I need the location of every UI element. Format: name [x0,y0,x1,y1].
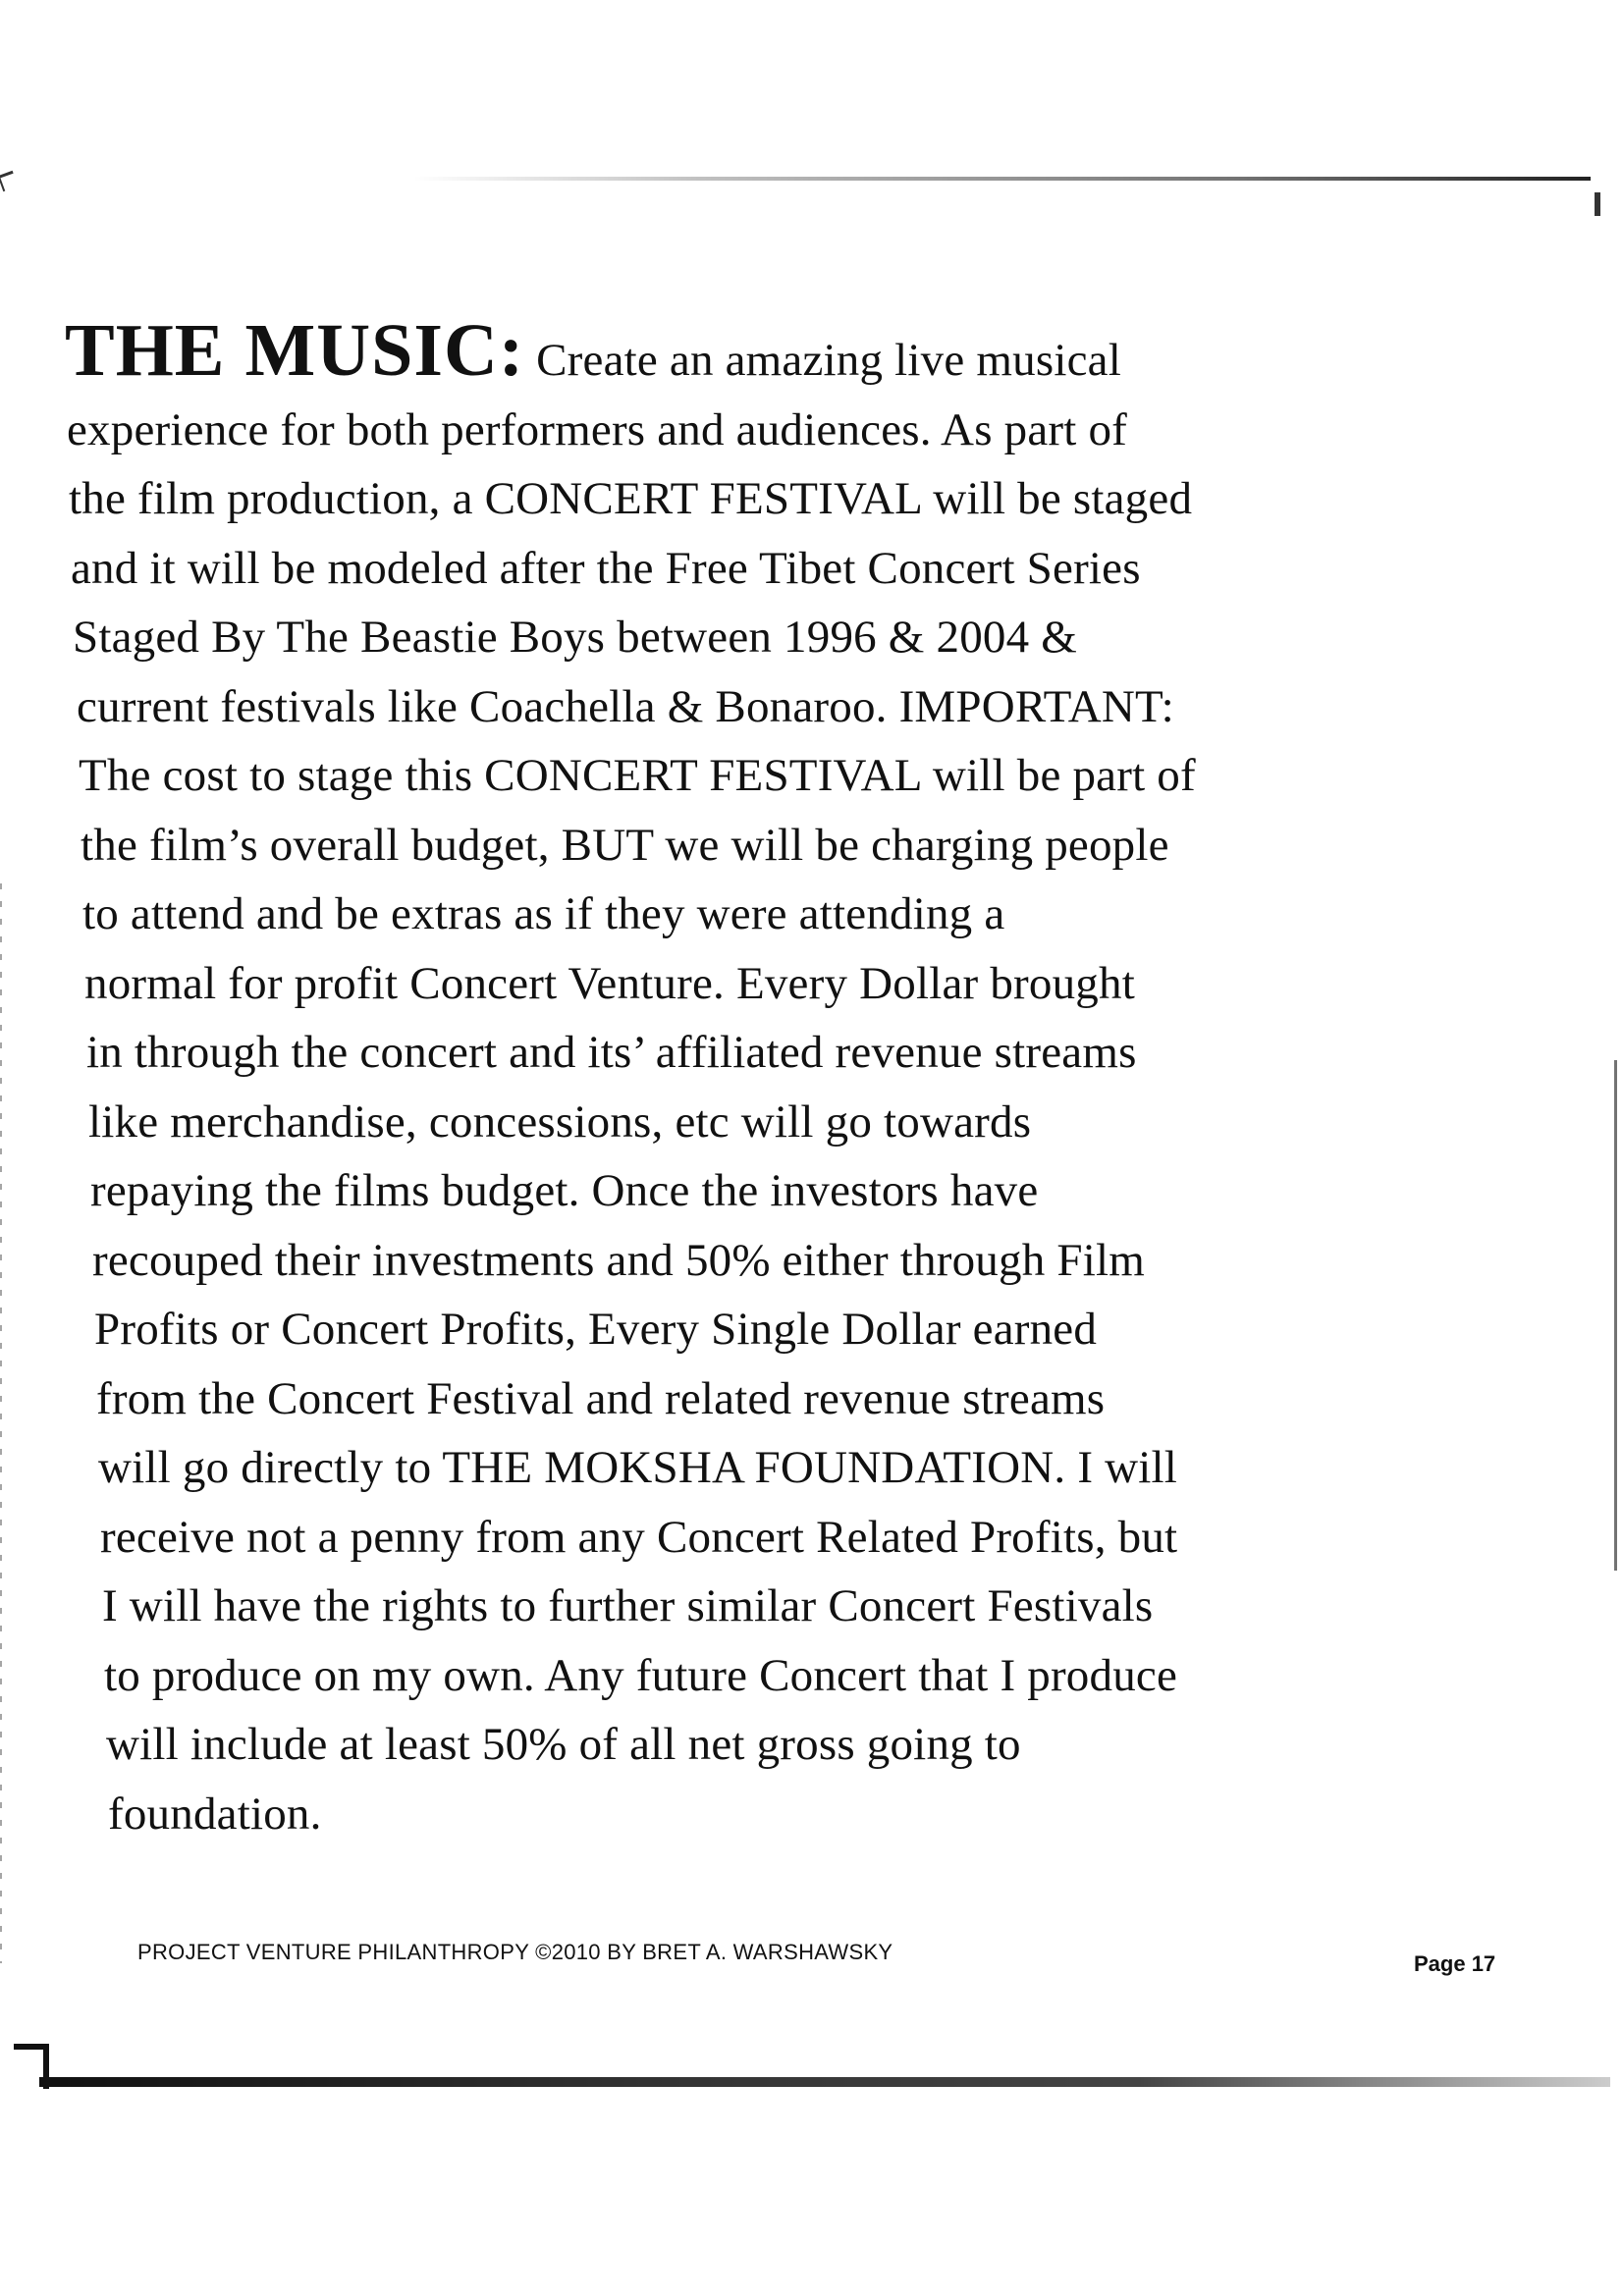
scan-bottom-edge [39,2077,1610,2087]
text-line: will include at least 50% of all net gross going to [106,1719,1021,1770]
text-line: Create an amazing live musical [536,335,1121,386]
text-line: the film’s overall budget, BUT we will be charging people [81,819,1169,871]
text-line: current festivals like Coachella & Bonaroo. IMPORTANT: [77,680,1174,732]
first-line [65,309,1508,396]
text-line: the film production, a CONCERT FESTIVAL will be staged [69,473,1193,524]
text-line: recouped their investments and 50% either through Film [92,1234,1145,1286]
text-line: The cost to stage this CONCERT FESTIVAL will be part of [79,750,1196,801]
text-line: Staged By The Beastie Boys between 1996 & 2004 & [73,612,1078,663]
text-line: repaying the films budget. Once the investors have [90,1165,1039,1216]
text-line: foundation. [108,1788,322,1840]
scan-top-edge [412,177,1591,181]
text-line: will go directly to THE MOKSHA FOUNDATION. I will [98,1442,1178,1493]
page-number: Page 17 [1414,1951,1496,1976]
text-line: I will have the rights to further similar Concert Festivals [102,1580,1154,1631]
text-line: and it will be modeled after the Free Tibet Concert Series [71,542,1141,594]
body-text [65,309,1508,1848]
text-line: to attend and be extras as if they were attending a [82,888,1005,939]
scan-left-edge [0,883,2,1963]
scan-corner-mark [0,171,18,191]
section-heading: THE MUSIC: [65,309,525,392]
text-line: receive not a penny from any Concert Related Profits, but [100,1511,1178,1563]
text-line: like merchandise, concessions, etc will go towards [88,1095,1032,1148]
scan-right-edge [1614,1060,1617,1571]
footer-copyright: PROJECT VENTURE PHILANTHROPY ©2010 BY BRET A. WARSHAWSKY [137,1940,893,1964]
text-line: experience for both performers and audiences. As part of [67,403,1128,455]
text-line: in through the concert and its’ affiliated revenue streams [86,1027,1137,1078]
scan-right-mark [1595,192,1600,216]
text-line: normal for profit Concert Venture. Every Dollar brought [84,957,1135,1009]
text-line: Profits or Concert Profits, Every Single Dollar earned [94,1304,1098,1355]
text-line: to produce on my own. Any future Concert that I produce [104,1649,1178,1701]
text-line: from the Concert Festival and related revenue streams [96,1372,1106,1424]
